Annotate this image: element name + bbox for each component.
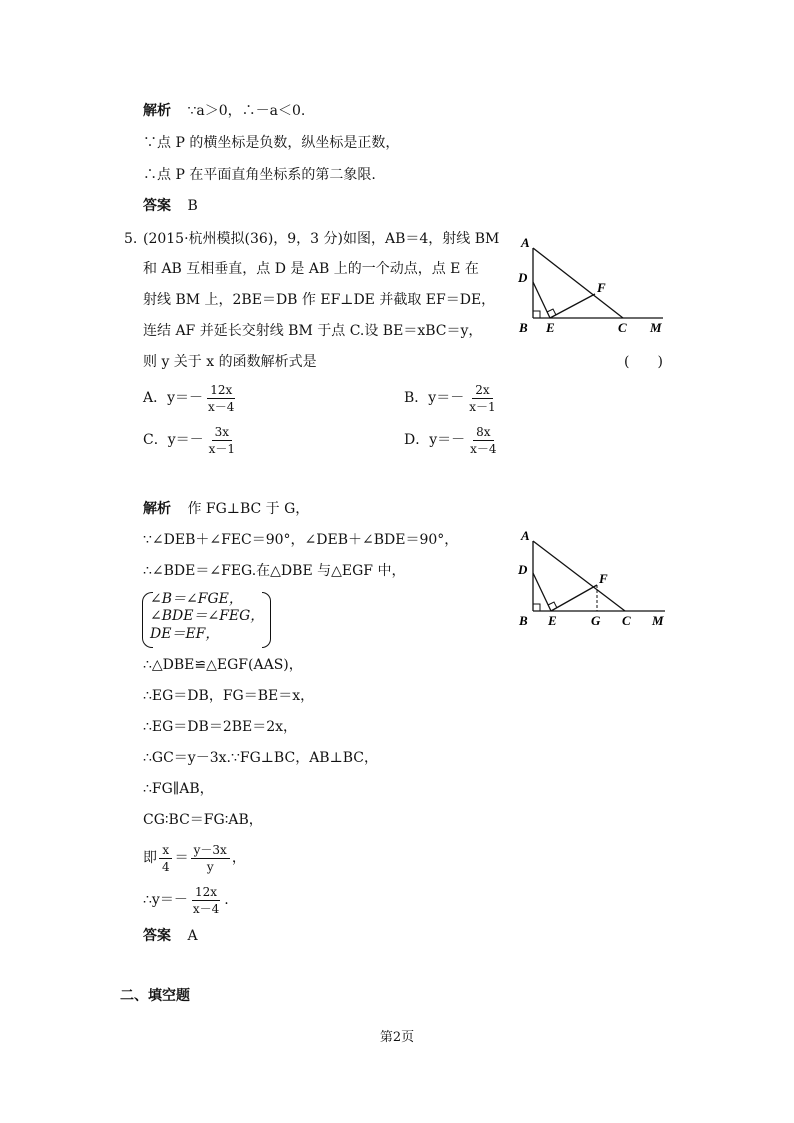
solution-answer-value: A [187, 928, 198, 944]
solution-label: 解析 [143, 501, 171, 517]
answer-paren: ( ) [624, 354, 663, 370]
result-den: x－4 [192, 901, 220, 916]
label-b-2: B [519, 613, 528, 628]
answer-line [143, 197, 198, 215]
solution-answer-label: 答案 [143, 928, 171, 944]
solution-line-4: ∴△DBE≌△EGF(AAS)， [143, 657, 303, 673]
label-f-2: F [599, 571, 608, 586]
analysis-line-3: ∴点 P 在平面直角坐标系的第二象限. [143, 167, 376, 183]
option-c [143, 420, 240, 460]
solution-10-eq: ＝ [174, 850, 189, 866]
analysis-label: 解析 [143, 103, 171, 119]
segment-de [533, 282, 550, 318]
section-title: 二、填空题 [120, 988, 190, 1004]
segment-ac-2 [533, 541, 625, 611]
page-number: 第2页 [379, 1030, 415, 1045]
question-line-5: 则 y 关于 x 的函数解析式是 [143, 354, 317, 370]
solution-line-7: ∴GC＝y－3x.∵FG⊥BC，AB⊥BC， [143, 750, 379, 766]
option-d-num: 8x [473, 425, 493, 441]
solution-line-11 [143, 880, 229, 920]
option-a-den: x－4 [208, 399, 235, 414]
option-a-num: 12x [207, 383, 235, 399]
label-c: C [618, 320, 627, 335]
solution-line-5: ∴EG＝DB，FG＝BE＝x， [143, 688, 315, 704]
solution-line-10 [143, 838, 246, 878]
analysis-line-2: ∵点 P 的横坐标是负数，纵坐标是正数， [143, 135, 400, 151]
right-angle-b [533, 311, 540, 318]
option-d-label: D．y＝－ [404, 432, 466, 448]
solution-line-8: ∴FG∥AB， [143, 781, 214, 797]
analysis-text: ∵a＞0，∴－a＜0. [187, 103, 306, 119]
segment-ef-2 [551, 585, 597, 611]
solution-line-2: ∵∠DEB＋∠FEC＝90°，∠DEB＋∠BDE＝90°， [143, 532, 459, 548]
solution-line-3: ∴∠BDE＝∠FEG.在△DBE 与△EGF 中， [143, 563, 406, 579]
option-b-fraction [466, 383, 498, 414]
question-line-3: 射线 BM 上，2BE＝DB 作 EF⊥DE 并截取 EF＝DE， [143, 292, 496, 308]
option-d-fraction [467, 425, 499, 456]
system-eq-3: DE＝EF， [150, 626, 220, 642]
fraction-2-num: y－3x [191, 843, 230, 859]
option-c-fraction [206, 425, 238, 456]
triangle-figure-2 [510, 527, 675, 635]
system-eq-2: ∠BDE＝∠FEG， [150, 608, 265, 624]
answer-label: 答案 [143, 198, 171, 214]
option-b-label: B．y＝－ [404, 390, 465, 406]
option-b [404, 378, 501, 418]
option-c-den: x－1 [208, 441, 236, 456]
option-b-num: 2x [472, 383, 492, 399]
solution-line-1 [143, 500, 309, 518]
solution-line-6: ∴EG＝DB＝2BE＝2x， [143, 719, 298, 735]
solution-11-prefix: ∴y＝－ [143, 892, 188, 908]
label-a-2: A [521, 528, 530, 543]
solution-line-9: CG∶BC＝FG∶AB， [143, 812, 263, 828]
fraction-1-num: x [159, 843, 172, 859]
option-a-label: A．y＝－ [143, 390, 204, 406]
fraction-y-minus-3x-over-y [191, 843, 230, 874]
question-number: 5. [124, 231, 138, 247]
result-num: 12x [192, 885, 220, 901]
label-d-2: D [518, 562, 528, 577]
label-b: B [519, 320, 528, 335]
option-a-fraction [205, 383, 237, 414]
question-line-1: (2015·杭州模拟(36)，9，3 分)如图，AB＝4，射线 BM [143, 231, 500, 247]
triangle-figure-1 [510, 232, 675, 340]
option-a [143, 378, 239, 418]
segment-ac [533, 248, 623, 318]
fraction-result [190, 885, 222, 916]
analysis-line-1 [143, 102, 305, 120]
label-e: E [546, 320, 555, 335]
option-c-label: C．y＝－ [143, 432, 204, 448]
label-f: F [597, 280, 606, 295]
option-d-den: x－4 [470, 441, 497, 456]
label-m-2: M [652, 613, 664, 628]
label-e-2: E [548, 613, 557, 628]
solution-answer-line [143, 927, 198, 945]
system-eq-1: ∠B＝∠FGE， [150, 591, 243, 607]
label-c-2: C [622, 613, 631, 628]
solution-10-suffix: ， [231, 850, 246, 866]
question-line-4: 连结 AF 并延长交射线 BM 于点 C.设 BE＝xBC＝y， [143, 323, 483, 339]
fraction-2-den: y [206, 859, 214, 874]
label-a: A [521, 235, 530, 250]
option-b-den: x－1 [469, 399, 496, 414]
option-d [404, 420, 502, 460]
solution-10-prefix: 即 [143, 850, 157, 866]
solution-text-1: 作 FG⊥BC 于 G， [187, 501, 310, 517]
label-g-2: G [591, 613, 601, 628]
answer-value: B [187, 198, 198, 214]
option-c-num: 3x [212, 425, 232, 441]
question-line-2: 和 AB 互相垂直，点 D 是 AB 上的一个动点，点 E 在 [143, 261, 479, 277]
fraction-1-den: 4 [162, 859, 170, 874]
solution-11-suffix: . [224, 892, 229, 908]
label-d: D [518, 270, 528, 285]
fraction-x-over-4 [159, 843, 173, 874]
right-angle-b-2 [533, 604, 540, 611]
label-m: M [650, 320, 662, 335]
segment-ef [550, 294, 595, 318]
